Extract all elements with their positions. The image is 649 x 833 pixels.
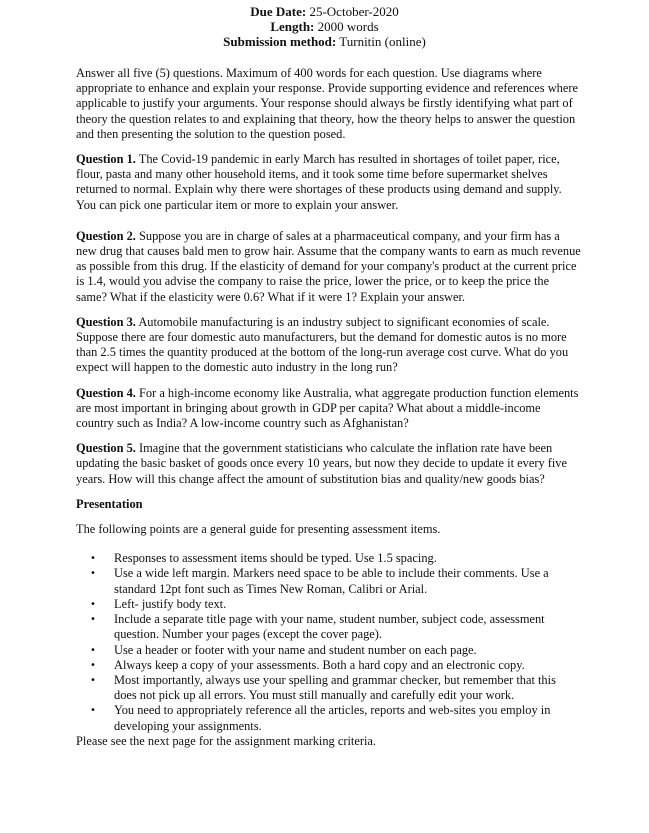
list-item: • Use a wide left margin. Markers need space to be able to include their comments. Use a standard 12pt font such as Times New Roman, Calibri or Arial.: [114, 566, 581, 596]
question-2-text: Suppose you are in charge of sales at a pharmaceutical company, and your firm has a new drug that causes bald men to grow hair. Assume that the company wants to earn as much revenue as possible from this drug. If the elasticity of demand for your company's product at the current price is 1.4, would you advise the company to raise the price, lower the price, or to keep the price the same? What if the elasticity were 0.6? What if it were 1? Explain your answer.: [76, 228, 581, 304]
assignment-header: [0, 4, 649, 49]
due-date-line: [0, 4, 649, 19]
list-item: • Most importantly, always use your spelling and grammar checker, but remember that this does not pick up all errors. You must still manually and carefully edit your work.: [114, 673, 581, 703]
length-line: [0, 19, 649, 34]
submission-value: Turnitin (online): [339, 34, 426, 49]
length-value: 2000 words: [317, 19, 379, 34]
question-2-label: Question 2.: [76, 228, 136, 243]
question-5: [76, 441, 581, 487]
presentation-points-list: [76, 551, 581, 733]
list-item: • Always keep a copy of your assessments. Both a hard copy and an electronic copy.: [114, 658, 581, 673]
question-3-text: Automobile manufacturing is an industry subject to significant economies of scale. Suppose there are four domestic auto manufacturers, but the demand for domestic autos is no more than 2.5 times the quantity produced at the bottom of the long-run average cost curve. What do you expect will happen to the domestic auto industry in the long run?: [76, 314, 569, 375]
question-1-label: Question 1.: [76, 152, 136, 167]
question-4-label: Question 4.: [76, 385, 136, 400]
due-date-label: Due Date:: [250, 4, 307, 19]
question-4-text: For a high-income economy like Australia, what aggregate production function elements are most important in bringing about growth in GDP per capita? What about a middle-income country such as India? A low-income country such as Afghanistan?: [76, 385, 579, 431]
due-date-value: 25-October-2020: [309, 4, 399, 19]
instructions-paragraph: Answer all five (5) questions. Maximum of 400 words for each question. Use diagrams where appropriate to enhance and explain your response. Provide supporting evidence and references where applicable to justify your arguments. Your response should always be firstly identifying what part of theory the question relates to and explaining that theory, how the theory helps to answer the question and then presenting the solution to the question posed.: [76, 66, 578, 141]
submission-line: [0, 34, 649, 49]
submission-label: Submission method:: [223, 34, 337, 49]
list-item: • You need to appropriately reference all the articles, reports and web-sites you employ in developing your assignments.: [114, 703, 581, 733]
list-item: • Left- justify body text.: [114, 597, 581, 612]
document-body: [76, 66, 581, 749]
question-4: [76, 386, 581, 432]
presentation-intro: The following points are a general guide for presenting assessment items.: [76, 522, 441, 537]
question-2: [76, 229, 581, 305]
list-item: • Use a header or footer with your name and student number on each page.: [114, 643, 581, 658]
question-5-label: Question 5.: [76, 441, 136, 456]
closing-note: Please see the next page for the assignment marking criteria.: [76, 733, 377, 748]
question-3-label: Question 3.: [76, 314, 136, 329]
question-1-text: The Covid-19 pandemic in early March has resulted in shortages of toilet paper, rice, flour, pasta and many other household items, and it took some time before supermarket shelves returned to normal. Explain why there were shortages of these products using demand and supply. You can pick one particular item or more to explain your answer.: [76, 152, 562, 212]
question-5-text: Imagine that the government statisticians who calculate the inflation rate have been updating the basic basket of goods once every 10 years, but now they decide to update it every five years. How will this change affect the amount of substitution bias and quality/new goods bias?: [76, 441, 567, 486]
question-1: [76, 152, 581, 213]
length-label: Length:: [270, 19, 315, 34]
presentation-heading: Presentation: [76, 496, 143, 511]
list-item: • Responses to assessment items should be typed. Use 1.5 spacing.: [114, 551, 581, 566]
question-3: [76, 315, 581, 376]
list-item: • Include a separate title page with your name, student number, subject code, assessment question. Number your pages (except the cover page).: [114, 612, 581, 642]
